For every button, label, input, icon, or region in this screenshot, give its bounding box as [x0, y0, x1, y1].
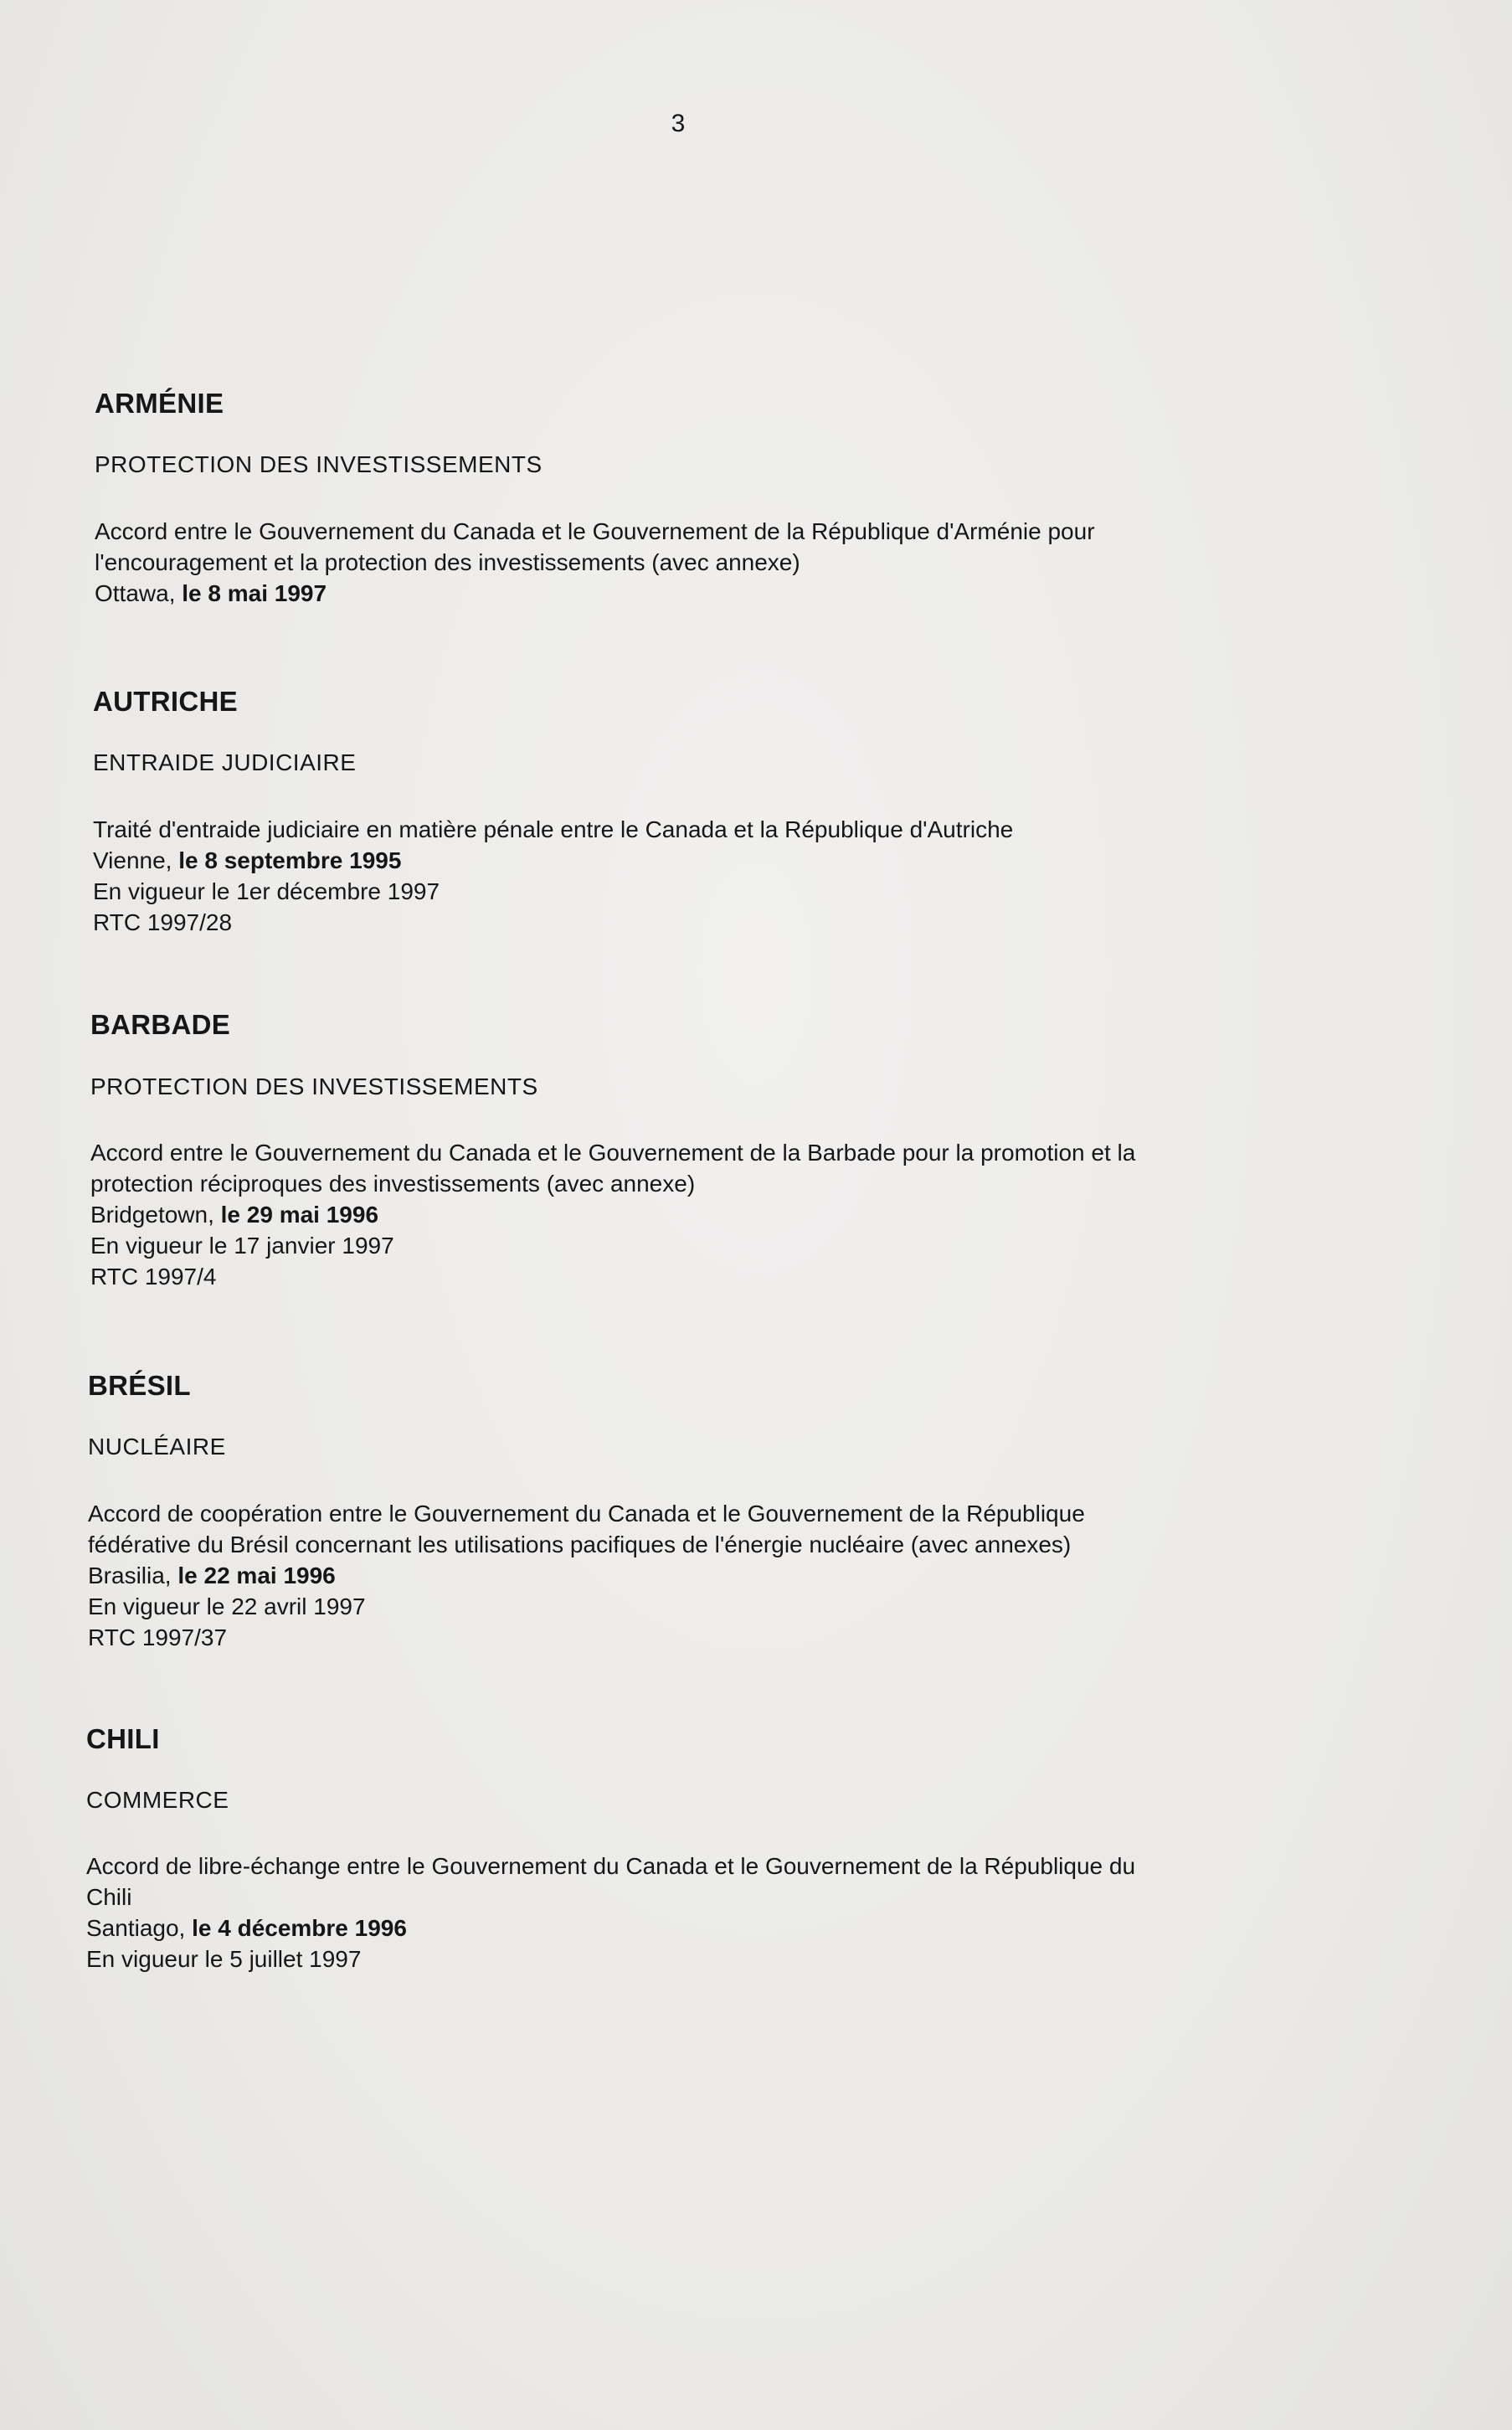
signature-place: Brasilia, — [88, 1563, 172, 1588]
signature-line — [90, 1199, 1346, 1230]
description-line: Accord entre le Gouvernement du Canada et le Gouvernement de la République d'Arménie pour — [95, 518, 1095, 544]
agreement-text — [90, 1137, 1346, 1292]
description-line: protection réciproques des investissements (avec annexe) — [90, 1171, 696, 1197]
description-line: Accord entre le Gouvernement du Canada et le Gouvernement de la Barbade pour la promotion et la — [90, 1140, 1136, 1166]
agreement-text — [86, 1851, 1342, 1974]
signature-date: le 29 mai 1996 — [220, 1202, 379, 1228]
category-label: ENTRAIDE JUDICIAIRE — [93, 749, 357, 775]
signature-place: Vienne, — [93, 847, 172, 873]
category-label: NUCLÉAIRE — [88, 1434, 226, 1460]
description-line: Traité d'entraide judiciaire en matière pénale entre le Canada et la République d'Autriche — [93, 816, 1014, 842]
description-line: Chili — [86, 1884, 132, 1910]
entry-into-force: En vigueur le 1er décembre 1997 — [93, 878, 440, 904]
signature-place: Bridgetown, — [90, 1202, 214, 1228]
signature-line — [88, 1560, 1344, 1591]
entry-into-force: En vigueur le 5 juillet 1997 — [86, 1946, 362, 1972]
entry-chili — [86, 1722, 1342, 1974]
description-line: Accord de coopération entre le Gouvernement du Canada et le Gouvernement de la République — [88, 1501, 1085, 1526]
description-line: l'encouragement et la protection des investissements (avec annexe) — [95, 549, 800, 575]
treaty-series-reference: RTC 1997/37 — [88, 1624, 228, 1650]
agreement-text — [95, 516, 1350, 609]
entry-bresil — [88, 1369, 1344, 1653]
country-heading: AUTRICHE — [93, 686, 238, 717]
signature-date: le 8 mai 1997 — [182, 580, 327, 606]
treaty-series-reference: RTC 1997/4 — [90, 1264, 217, 1290]
category-label: PROTECTION DES INVESTISSEMENTS — [95, 451, 543, 477]
signature-date: le 8 septembre 1995 — [178, 847, 402, 873]
country-heading: ARMÉNIE — [95, 388, 224, 419]
signature-line — [86, 1913, 1342, 1943]
category-label: PROTECTION DES INVESTISSEMENTS — [90, 1073, 538, 1099]
agreement-text — [88, 1498, 1344, 1653]
signature-line — [93, 845, 1349, 876]
category-label: COMMERCE — [86, 1787, 229, 1813]
entry-into-force: En vigueur le 22 avril 1997 — [88, 1593, 366, 1619]
description-line: Accord de libre-échange entre le Gouvernement du Canada et le Gouvernement de la République du — [86, 1853, 1136, 1879]
country-heading: CHILI — [86, 1723, 160, 1754]
entry-barbade — [90, 1008, 1346, 1292]
entry-autriche — [93, 685, 1349, 938]
signature-place: Ottawa, — [95, 580, 176, 606]
entry-armenie — [95, 387, 1350, 609]
agreement-text — [93, 814, 1349, 938]
country-heading: BRÉSIL — [88, 1370, 191, 1401]
signature-date: le 4 décembre 1996 — [192, 1915, 407, 1941]
page-number: 3 — [671, 110, 686, 137]
treaty-series-reference: RTC 1997/28 — [93, 909, 233, 935]
country-heading: BARBADE — [90, 1009, 231, 1040]
signature-date: le 22 mai 1996 — [177, 1563, 336, 1588]
signature-place: Santiago, — [86, 1915, 186, 1941]
description-line: fédérative du Brésil concernant les utilisations pacifiques de l'énergie nucléaire (avec annexes) — [88, 1532, 1072, 1557]
signature-line — [95, 578, 1350, 609]
entry-into-force: En vigueur le 17 janvier 1997 — [90, 1233, 394, 1259]
